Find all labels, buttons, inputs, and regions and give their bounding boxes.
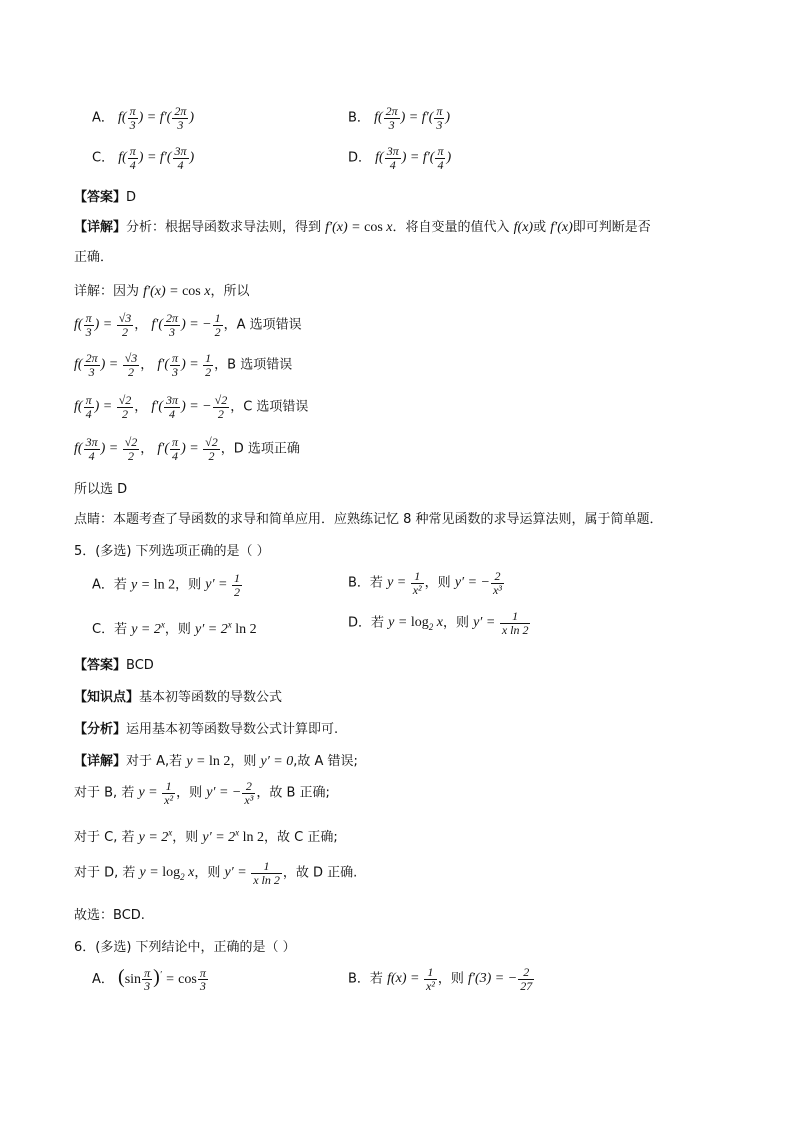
q4-calc-line-c: f( $\frac{\pi}{4}$ ) = $\frac{√2}{2}$ ， f′( $\frac{3\pi}{4}$ ) = − $\frac{√2}{2}$ ，C 选项错误 [74,393,309,421]
q4-detail-expr-2: f(x) [513,220,534,235]
q4-detail-text-4: 即可判断是否 [572,220,651,235]
q6-option-a-expr: (sin $\frac{\pi}{3}$ )′ = cos $\frac{\pi}{3}$ [118,965,206,994]
q6-option-a [92,966,209,993]
q4-comment: 点睛：本题考查了导函数的求导和简单应用．应熟练记忆 8 种常见函数的求导运算法则，属于简单题． [74,512,663,527]
q4-option-a-expr: f( $\frac{\pi}{3}$ ) = f′( $\frac{2\pi}{3}$ ) [118,104,195,132]
q4-calc-d-verdict: ，D 选项正确 [220,441,300,457]
q4-detail-line-2 [74,246,113,265]
q5-analysis [74,718,338,737]
q5-conclusion: 故选：BCD. [74,908,145,923]
q5-kp-tag: 【知识点】 [74,690,140,705]
q4-detail-label: 详解：因为 [74,284,140,299]
q4-answer-tag: 【答案】 [74,190,127,205]
q4-calc-line-d: f( $\frac{3\pi}{4}$ ) = $\frac{√2}{2}$ ， f′( $\frac{\pi}{4}$ ) = $\frac{√2}{2}$ ，D 选项正确 [74,435,300,463]
q5-analysis-tag: 【分析】 [74,722,127,737]
q4-detail-expr-1: f′(x) = cos x [325,220,393,235]
q4-calc-b-verdict: ，B 选项错误 [214,357,293,373]
q5-answer [74,654,154,673]
q4-detail-text-1: 分析：根据导函数求导法则，得到 [126,220,322,235]
q4-option-a-label: A． [92,110,114,126]
q5-option-b-expr: y = $\frac{1}{\text{x²}}$ [387,569,422,597]
q4-calc-line-a: f( $\frac{\pi}{3}$ ) = $\frac{√3}{2}$ ， f′( $\frac{2\pi}{3}$ ) = − $\frac{1}{2}$ ，A 选项错误 [74,311,302,339]
q5-stem: 5．(多选) 下列选项正确的是（ ） [74,544,270,559]
q4-detail-text-6: ，所以 [210,284,250,299]
q4-calc-a-verdict: ，A 选项错误 [223,317,302,333]
q4-calc-b-rhs: f′( $\frac{\pi}{3}$ ) = $\frac{1}{2}$ [157,351,212,379]
q4-detail-text-5: 正确． [74,250,114,265]
q4-calc-c-rhs: f′( $\frac{3\pi}{4}$ ) = − $\frac{√2}{2}$ [151,393,228,421]
q5-detail-d: 对于 D, 若 $y = \log_2 x$，则 y′ = $\frac{1}{\text{x ln 2}}$ ，故 D 正确. [74,859,358,887]
q4-calc-d-lhs: f( $\frac{3\pi}{4}$ ) = $\frac{√2}{2}$ [74,435,138,463]
q5-option-a-label: A．若 [92,577,127,593]
q4-detail-text-3: 或 [533,220,547,235]
q6-option-b-label: B．若 [348,971,383,987]
q4-detail-line-1 [74,216,651,236]
q5-detail-tag: 【详解】 [74,754,127,769]
q4-detail-tag: 【详解】 [74,220,127,235]
q4-option-b-label: B． [348,110,370,126]
q4-detail-expr-3: f′(x) [550,220,573,235]
q4-calc-a-lhs: f( $\frac{\pi}{3}$ ) = $\frac{√3}{2}$ [74,311,132,339]
q5-answer-value: BCD [126,658,154,673]
q4-calc-b-lhs: f( $\frac{2\pi}{3}$ ) = $\frac{√3}{2}$ [74,351,138,379]
q6-stem: 6．(多选) 下列结论中，正确的是（ ） [74,940,296,955]
q4-answer [74,186,136,205]
q5-kp-text: 基本初等函数的导数公式 [139,690,283,705]
q5-option-a: A．若 y = ln 2，则 y′ = $\frac{1}{2}$ [92,571,240,599]
q5-option-b-label: B．若 [348,575,383,591]
q5-option-d: D．若 $y = \log_2 x$，则 y′ = $\frac{1}{\text{x ln 2}}$ [348,609,529,637]
q4-detail-text-2: ．将自变量的值代入 [392,220,510,235]
q5-option-c: C．若 $y = 2^x$，则 $y' = 2^x$ ln 2 [92,619,257,637]
q4-calc-c-verdict: ，C 选项错误 [230,399,309,415]
q4-option-c-label: C． [92,150,115,166]
q4-calc-line-b: f( $\frac{2\pi}{3}$ ) = $\frac{√3}{2}$ ， f′( $\frac{\pi}{3}$ ) = $\frac{1}{2}$ ，B 选项错误 [74,351,293,379]
q5-option-c-expr: $y = 2^x$ [131,619,165,637]
q4-calc-c-lhs: f( $\frac{\pi}{4}$ ) = $\frac{√2}{2}$ [74,393,132,421]
q4-option-b [348,105,450,131]
q5-answer-tag: 【答案】 [74,658,127,673]
q5-analysis-text: 运用基本初等函数导数公式计算即可. [126,722,339,737]
q5-option-d-label: D．若 [348,615,385,631]
q4-calc-d-rhs: f′( $\frac{\pi}{4}$ ) = $\frac{√2}{2}$ [157,435,218,463]
q6-option-b: B．若 f(x) = $\frac{1}{\text{x²}}$ ，则 f′(3) = − $\frac{2}{27}$ [348,965,533,993]
q4-answer-value: D [126,190,137,205]
q4-calc-a-rhs: f′( $\frac{2\pi}{3}$ ) = − $\frac{1}{2}$ [151,311,221,339]
q6-option-b-expr: f(x) = $\frac{1}{\text{x²}}$ [387,965,435,993]
q4-detail-line-3 [74,280,250,300]
q4-detail-expr-6: f′(x) = cos x [143,284,211,299]
q5-detail-a: 【详解】对于 A,若 y = ln 2，则 y′ = 0,故 A 错误; [74,754,358,769]
q4-option-d [348,145,451,171]
q5-detail-c: 对于 C, 若 $y = 2^x$，则 $y' = 2^x$ ln 2，故 C 正确; [74,827,338,845]
q4-option-c [92,145,194,171]
q4-option-d-label: D． [348,150,372,166]
q5-option-d-expr: $y = \log_2 x$ [388,615,443,633]
q5-option-a-expr: y = ln 2 [131,577,176,593]
q4-so-choose: 所以选 D [74,482,128,497]
q4-option-c-expr: f( $\frac{\pi}{4}$ ) = f′( $\frac{3\pi}{4}$ ) [118,144,195,172]
q5-knowledge-point [74,686,282,705]
q5-detail-b: 对于 B, 若 y = $\frac{1}{\text{x²}}$ ，则 y′ = − $\frac{2}{\text{x³}}$ ，故 B 正确; [74,779,330,807]
q6-option-a-label: A． [92,972,114,987]
q5-option-c-label: C．若 [92,622,128,637]
q4-option-d-expr: f( $\frac{3\pi}{4}$ ) = f′( $\frac{\pi}{4}$ ) [375,144,452,172]
q5-option-b: B．若 y = $\frac{1}{\text{x²}}$ ，则 y′ = − $\frac{2}{\text{x³}}$ [348,569,502,597]
q4-option-b-expr: f( $\frac{2\pi}{3}$ ) = f′( $\frac{\pi}{3}$ ) [374,104,451,132]
q4-option-a [92,105,194,131]
